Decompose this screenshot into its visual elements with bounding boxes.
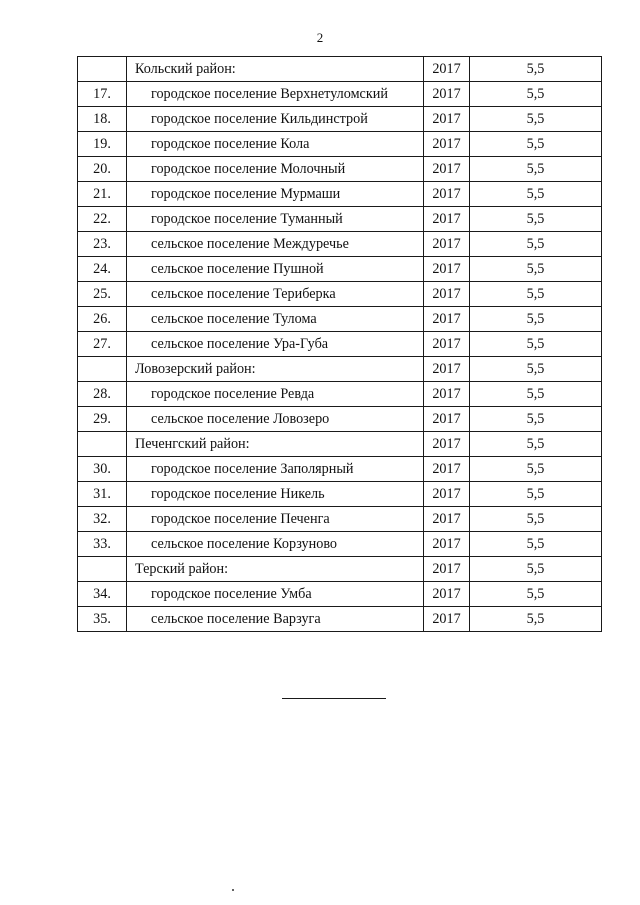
row-year: 2017 bbox=[424, 507, 470, 532]
district-name: Печенгский район: bbox=[127, 432, 424, 457]
district-row bbox=[78, 432, 602, 457]
settlements-table bbox=[77, 56, 602, 632]
table-row bbox=[78, 582, 602, 607]
row-year: 2017 bbox=[424, 357, 470, 382]
table-row bbox=[78, 457, 602, 482]
settlement-name: городское поселение Печенга bbox=[127, 507, 424, 532]
row-year: 2017 bbox=[424, 332, 470, 357]
separator-line bbox=[282, 698, 386, 699]
row-number: 30. bbox=[78, 457, 127, 482]
settlement-name: городское поселение Верхнетуломский bbox=[127, 82, 424, 107]
row-rate: 5,5 bbox=[470, 82, 602, 107]
row-rate: 5,5 bbox=[470, 482, 602, 507]
row-number: 23. bbox=[78, 232, 127, 257]
table-row bbox=[78, 332, 602, 357]
settlement-name: сельское поселение Корзуново bbox=[127, 532, 424, 557]
row-number: 35. bbox=[78, 607, 127, 632]
table-row bbox=[78, 182, 602, 207]
row-rate: 5,5 bbox=[470, 257, 602, 282]
table-row bbox=[78, 282, 602, 307]
district-name: Терский район: bbox=[127, 557, 424, 582]
row-number: 27. bbox=[78, 332, 127, 357]
settlement-name: сельское поселение Междуречье bbox=[127, 232, 424, 257]
table-row bbox=[78, 107, 602, 132]
row-year: 2017 bbox=[424, 407, 470, 432]
row-rate: 5,5 bbox=[470, 107, 602, 132]
settlement-name: городское поселение Заполярный bbox=[127, 457, 424, 482]
settlement-name: сельское поселение Пушной bbox=[127, 257, 424, 282]
table-row bbox=[78, 382, 602, 407]
row-number: 20. bbox=[78, 157, 127, 182]
row-rate: 5,5 bbox=[470, 132, 602, 157]
row-year: 2017 bbox=[424, 157, 470, 182]
row-year: 2017 bbox=[424, 107, 470, 132]
row-number bbox=[78, 57, 127, 82]
row-year: 2017 bbox=[424, 307, 470, 332]
row-rate: 5,5 bbox=[470, 557, 602, 582]
settlement-name: городское поселение Кильдинстрой bbox=[127, 107, 424, 132]
settlement-name: городское поселение Кола bbox=[127, 132, 424, 157]
row-rate: 5,5 bbox=[470, 332, 602, 357]
row-year: 2017 bbox=[424, 557, 470, 582]
row-year: 2017 bbox=[424, 582, 470, 607]
row-number: 19. bbox=[78, 132, 127, 157]
row-year: 2017 bbox=[424, 382, 470, 407]
row-year: 2017 bbox=[424, 532, 470, 557]
row-rate: 5,5 bbox=[470, 232, 602, 257]
row-year: 2017 bbox=[424, 457, 470, 482]
settlement-name: сельское поселение Варзуга bbox=[127, 607, 424, 632]
row-rate: 5,5 bbox=[470, 57, 602, 82]
row-rate: 5,5 bbox=[470, 432, 602, 457]
row-year: 2017 bbox=[424, 57, 470, 82]
table-row bbox=[78, 482, 602, 507]
row-rate: 5,5 bbox=[470, 357, 602, 382]
row-year: 2017 bbox=[424, 282, 470, 307]
row-number: 26. bbox=[78, 307, 127, 332]
table-row bbox=[78, 257, 602, 282]
row-number: 17. bbox=[78, 82, 127, 107]
settlement-name: сельское поселение Ура-Губа bbox=[127, 332, 424, 357]
table-row bbox=[78, 607, 602, 632]
table-row bbox=[78, 132, 602, 157]
row-rate: 5,5 bbox=[470, 207, 602, 232]
row-rate: 5,5 bbox=[470, 507, 602, 532]
table-row bbox=[78, 82, 602, 107]
row-number: 34. bbox=[78, 582, 127, 607]
row-number: 18. bbox=[78, 107, 127, 132]
settlement-name: сельское поселение Териберка bbox=[127, 282, 424, 307]
table-row bbox=[78, 207, 602, 232]
row-year: 2017 bbox=[424, 432, 470, 457]
settlement-name: городское поселение Туманный bbox=[127, 207, 424, 232]
page-number: 2 bbox=[316, 30, 324, 45]
settlement-name: сельское поселение Тулома bbox=[127, 307, 424, 332]
table-row bbox=[78, 532, 602, 557]
footer-dot bbox=[232, 889, 234, 891]
row-number bbox=[78, 357, 127, 382]
row-rate: 5,5 bbox=[470, 607, 602, 632]
district-name: Кольский район: bbox=[127, 57, 424, 82]
settlement-name: городское поселение Мурмаши bbox=[127, 182, 424, 207]
row-number: 24. bbox=[78, 257, 127, 282]
row-number: 31. bbox=[78, 482, 127, 507]
row-rate: 5,5 bbox=[470, 532, 602, 557]
table-row bbox=[78, 307, 602, 332]
row-number: 33. bbox=[78, 532, 127, 557]
row-number: 22. bbox=[78, 207, 127, 232]
row-rate: 5,5 bbox=[470, 157, 602, 182]
row-rate: 5,5 bbox=[470, 457, 602, 482]
settlement-name: городское поселение Молочный bbox=[127, 157, 424, 182]
settlements-table-body bbox=[78, 57, 602, 632]
table-row bbox=[78, 507, 602, 532]
row-rate: 5,5 bbox=[470, 307, 602, 332]
district-name: Ловозерский район: bbox=[127, 357, 424, 382]
row-number: 28. bbox=[78, 382, 127, 407]
row-year: 2017 bbox=[424, 482, 470, 507]
table-row bbox=[78, 157, 602, 182]
row-rate: 5,5 bbox=[470, 182, 602, 207]
row-number: 29. bbox=[78, 407, 127, 432]
settlement-name: сельское поселение Ловозеро bbox=[127, 407, 424, 432]
row-rate: 5,5 bbox=[470, 282, 602, 307]
row-year: 2017 bbox=[424, 257, 470, 282]
row-year: 2017 bbox=[424, 132, 470, 157]
row-number: 32. bbox=[78, 507, 127, 532]
settlement-name: городское поселение Умба bbox=[127, 582, 424, 607]
row-number: 25. bbox=[78, 282, 127, 307]
row-rate: 5,5 bbox=[470, 407, 602, 432]
row-rate: 5,5 bbox=[470, 382, 602, 407]
row-year: 2017 bbox=[424, 207, 470, 232]
row-year: 2017 bbox=[424, 607, 470, 632]
row-number: 21. bbox=[78, 182, 127, 207]
row-number bbox=[78, 432, 127, 457]
district-row bbox=[78, 557, 602, 582]
table-row bbox=[78, 407, 602, 432]
row-year: 2017 bbox=[424, 182, 470, 207]
row-year: 2017 bbox=[424, 232, 470, 257]
settlement-name: городское поселение Никель bbox=[127, 482, 424, 507]
row-year: 2017 bbox=[424, 82, 470, 107]
row-number bbox=[78, 557, 127, 582]
row-rate: 5,5 bbox=[470, 582, 602, 607]
district-row bbox=[78, 357, 602, 382]
settlement-name: городское поселение Ревда bbox=[127, 382, 424, 407]
district-row bbox=[78, 57, 602, 82]
table-row bbox=[78, 232, 602, 257]
